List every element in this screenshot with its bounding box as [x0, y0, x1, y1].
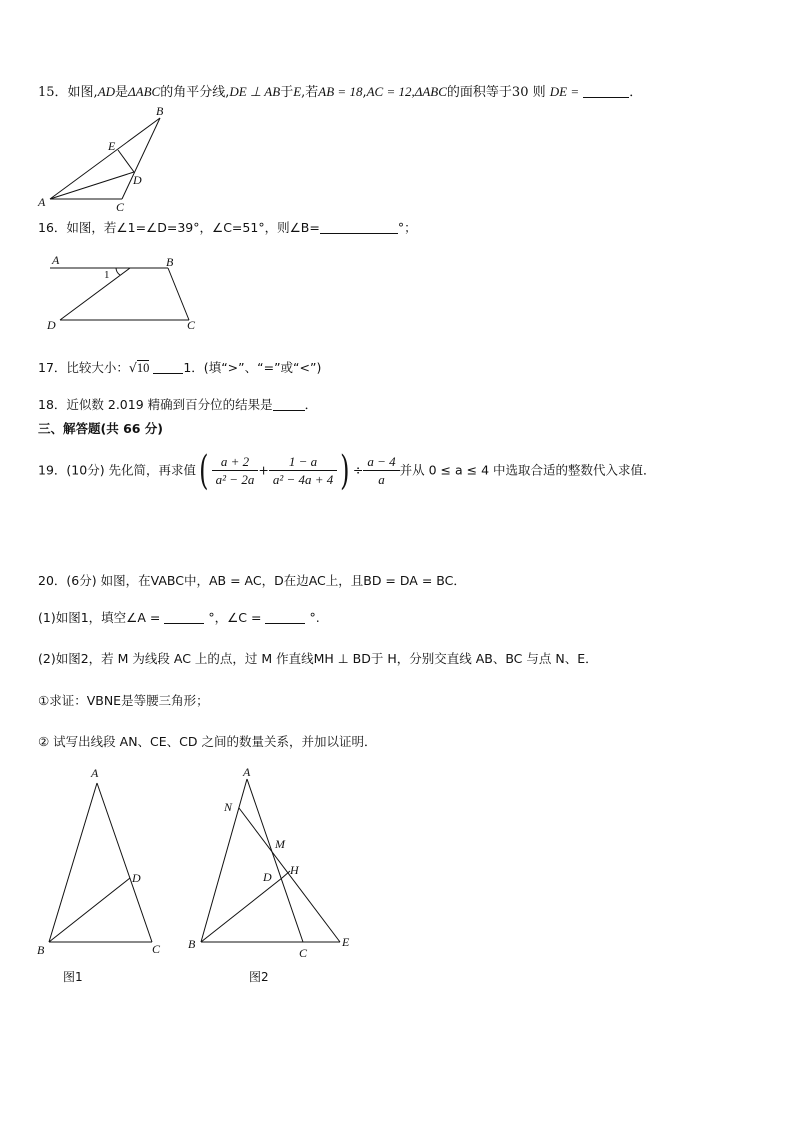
question-20-intro: 20．(6分) 如图，在VABC中，AB = AC，D在边AC上，且BD = DA = BC．: [38, 573, 466, 588]
fig2-label-e: E: [342, 935, 350, 949]
q15-label-e: E: [108, 139, 116, 153]
fig1-caption: 图1: [63, 970, 83, 984]
q15-label-d: D: [133, 173, 142, 187]
q19-fraction-3: $\frac{a - 4}{a}$: [363, 453, 399, 488]
q16-label-b: B: [166, 255, 174, 269]
left-paren: (: [199, 447, 209, 494]
q15-answer-blank[interactable]: [583, 97, 629, 98]
fig2-label-m: M: [275, 837, 285, 851]
question-20-part-2-2: ② 试写出线段 AN、CE、CD 之间的数量关系，并加以证明．: [38, 734, 377, 749]
question-20-part-2: (2)如图2，若 M 为线段 AC 上的点，过 M 作直线MH ⊥ BD于 H，分别交直线 AB、BC 与点 N、E．: [38, 651, 598, 666]
fig1-label-c: C: [152, 942, 161, 956]
section-3-heading: 三、解答题(共 66 分): [38, 421, 164, 436]
question-20-part-2-1: ①求证：VBNE是等腰三角形；: [38, 693, 209, 708]
fig2-label-c: C: [299, 946, 308, 960]
q16-answer-blank[interactable]: [320, 233, 398, 234]
q18-answer-blank[interactable]: [273, 410, 305, 411]
q20-angle-a-blank[interactable]: [164, 623, 204, 624]
fig2-label-a: A: [243, 765, 251, 779]
q15-label-c: C: [116, 200, 125, 214]
fig1-label-b: B: [37, 943, 45, 957]
q19-fraction-2: $\frac{1 - a}{\text{a² − 4a + 4}}$: [269, 453, 337, 488]
fig2-label-b: B: [188, 937, 196, 951]
fig2-label-n: N: [224, 800, 233, 814]
q19-fraction-1: $\frac{a + 2}{\text{a² − 2a}}$: [212, 453, 259, 488]
fig2-label-d: D: [263, 870, 272, 884]
question-16-text: 16．如图，若∠1=∠D=39°，∠C=51°，则∠B= °；: [38, 220, 417, 235]
q15-label-b: B: [156, 104, 164, 118]
fig1-label-d: D: [132, 871, 141, 885]
fig2-label-h: H: [290, 863, 299, 877]
fig2-caption: 图2: [249, 970, 269, 984]
sqrt-symbol: √: [128, 360, 137, 375]
q15-label-a: A: [38, 195, 46, 209]
fig1-label-a: A: [91, 766, 99, 780]
q17-answer-blank[interactable]: [153, 373, 183, 374]
q16-label-c: C: [187, 318, 196, 332]
right-paren: ): [340, 447, 350, 494]
question-15-text: 15．如图,AD是ΔABC的角平分线,DE ⊥ AB于E,若AB = 18,AC = 12,ΔABC的面积等于30 则 DE = ．: [38, 84, 643, 100]
q20-angle-c-blank[interactable]: [265, 623, 305, 624]
question-17-text: 17．比较大小：√10 1．(填“>”、“=”或“<”): [38, 360, 322, 375]
question-18-text: 18．近似数 2.019 精确到百分位的结果是 ．: [38, 397, 318, 412]
question-19-text: 19．(10分) 先化简，再求值( $\frac{a + 2}{\text{a² − 2a}}$ + $\frac{1 - a}{\text{a² − 4a + 4}}$ ) ÷ $\frac{a - 4}{a}$ 并从 0 ≤ a ≤ 4 中选取合适的整数代入求值．: [38, 447, 656, 494]
q16-label-a: A: [52, 253, 60, 267]
question-20-part-1: (1)如图1，填空∠A = °，∠C = °.: [38, 610, 320, 625]
q16-label-angle-1: 1: [104, 269, 110, 281]
q16-label-d: D: [47, 318, 56, 332]
